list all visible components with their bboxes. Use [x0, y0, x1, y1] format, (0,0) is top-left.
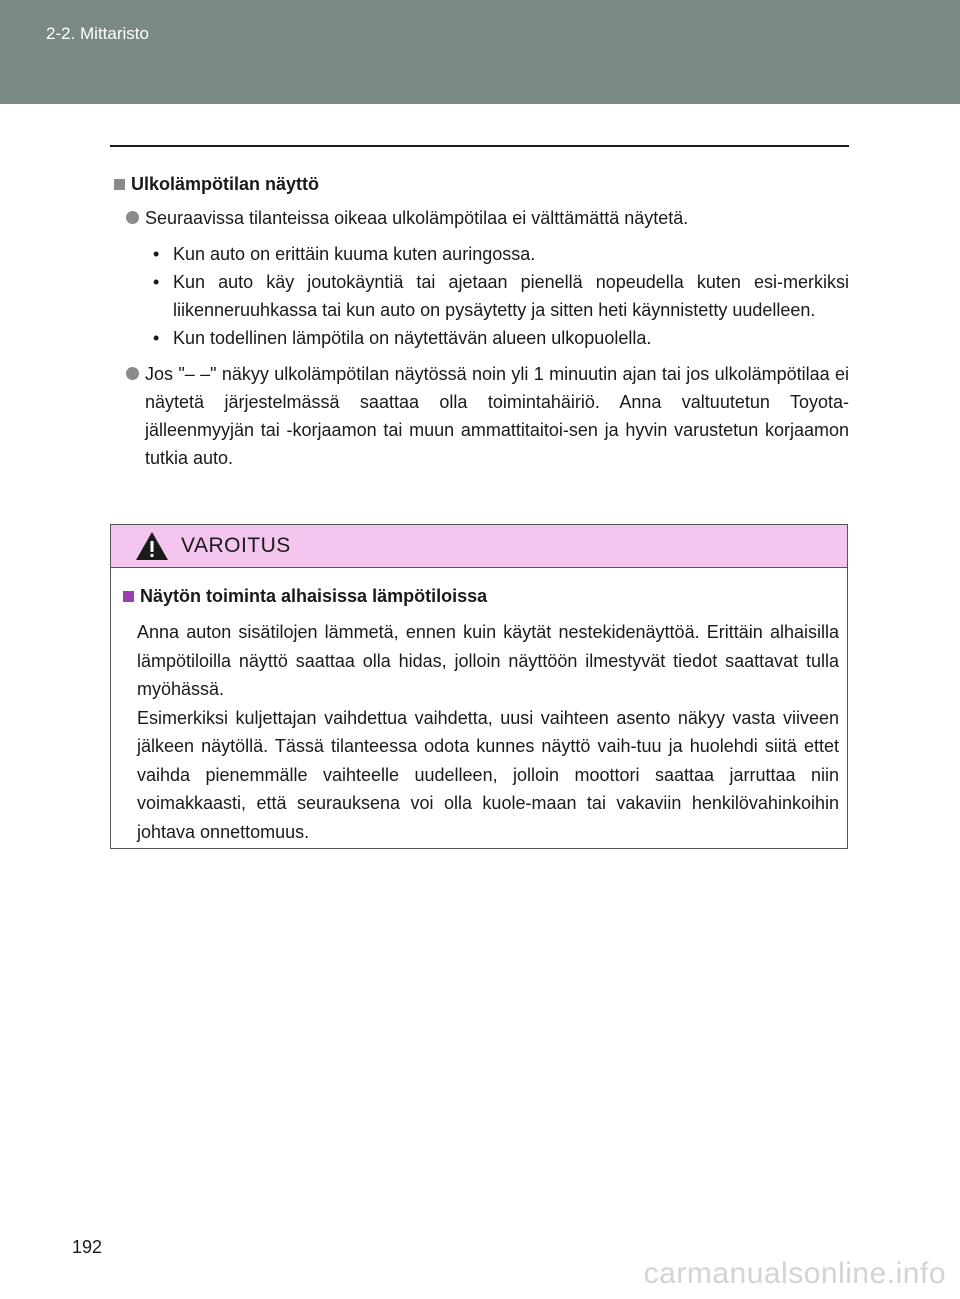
sub-list — [110, 240, 849, 352]
sub-item-text: Kun auto on erittäin kuuma kuten auringossa. — [173, 244, 536, 264]
top-rule — [110, 145, 849, 147]
bullet-item — [110, 204, 849, 232]
warning-title: VAROITUS — [181, 534, 291, 557]
bullet-item — [110, 360, 849, 472]
warning-box — [110, 524, 848, 849]
warning-heading-text: Näytön toiminta alhaisissa lämpötiloissa — [140, 586, 488, 606]
section-heading — [110, 172, 849, 196]
sub-marker: • — [153, 244, 160, 264]
header-band — [0, 0, 960, 104]
warning-body — [111, 568, 847, 846]
circle-bullet-icon — [126, 211, 139, 224]
bullet-text: Seuraavissa tilanteissa oikeaa ulkolämpötilaa ei välttämättä näytetä. — [145, 208, 689, 228]
warning-triangle-icon — [135, 531, 169, 561]
watermark: carmanualsonline.info — [643, 1257, 946, 1290]
square-bullet-icon — [114, 179, 125, 190]
warning-paragraph: Esimerkiksi kuljettajan vaihdettua vaihdetta, uusi vaihteen asento näkyy vasta viiveen jälkeen näytöllä. Tässä tilanteessa odota kunnes näyttö vaih-tuu ja huolehdi siitä ettet vaihda pienemmälle vaihteelle uudelleen, jolloin moottori saattaa jarruttaa niin voimakkaasti, että seurauksena voi olla kuole-maan tai vakaviin henkilövahinkoihin johtava onnettomuus. — [137, 707, 839, 842]
section-title: Ulkolämpötilan näyttö — [131, 174, 320, 194]
square-bullet-icon — [123, 591, 134, 602]
sub-item — [153, 240, 849, 268]
page-number: 192 — [72, 1237, 103, 1257]
circle-bullet-icon — [126, 367, 139, 380]
chapter-title: 2-2. Mittaristo — [46, 24, 149, 43]
sub-marker: • — [153, 328, 160, 348]
main-content — [110, 172, 849, 472]
warning-heading — [119, 584, 839, 608]
warning-text — [137, 618, 839, 846]
sub-marker: • — [153, 272, 160, 292]
bullet-text: Jos "– –" näkyy ulkolämpötilan näytössä noin yli 1 minuutin ajan tai jos ulkolämpötilaa ei näytetä järjestelmässä saattaa olla toimintahäiriö. Anna valtuutetun Toyota-jälleenmyyjän tai -korjaamon tai muun ammattitaitoi-sen ja hyvin varustetun korjaamon tutkia auto. — [145, 364, 849, 468]
sub-item — [153, 268, 849, 324]
warning-header — [111, 525, 847, 568]
sub-item-text: Kun auto käy joutokäyntiä tai ajetaan pienellä nopeudella kuten esi-merkiksi liikenneruuhkassa tai kun auto on pysäytetty ja sitten heti käynnistetty uudelleen. — [173, 272, 849, 320]
warning-paragraph: Anna auton sisätilojen lämmetä, ennen kuin käytät nestekidenäyttöä. Erittäin alhaisilla lämpötiloilla näyttö saattaa olla hidas, jolloin näyttöön ilmestyvät tiedot saattavat tulla myöhässä. — [137, 622, 839, 699]
sub-item-text: Kun todellinen lämpötila on näytettävän alueen ulkopuolella. — [173, 328, 652, 348]
sub-item — [153, 324, 849, 352]
